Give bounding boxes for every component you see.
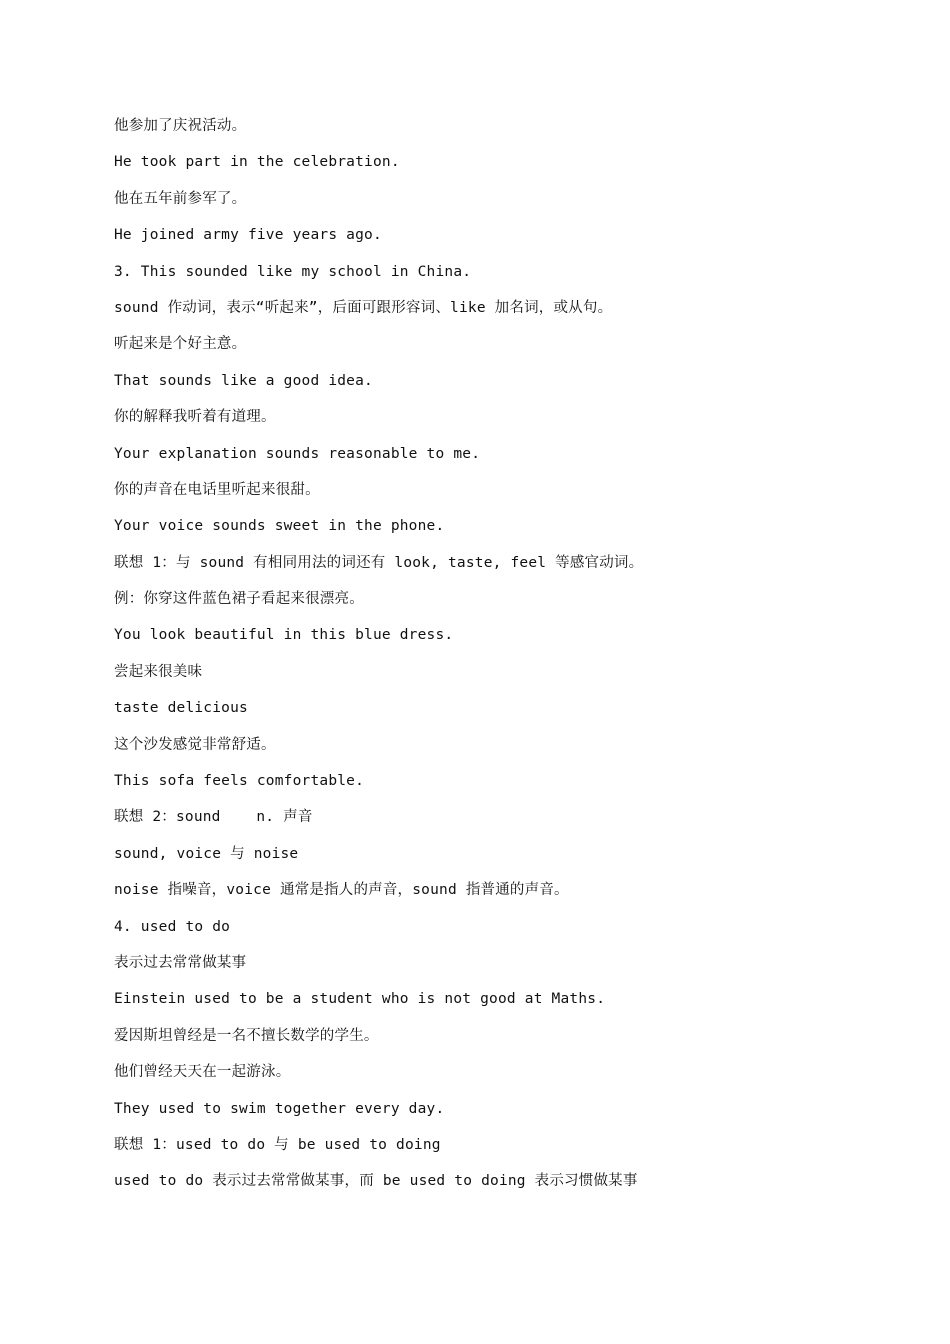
- text-line: 爱因斯坦曾经是一名不擅长数学的学生。: [114, 1027, 379, 1044]
- text-line: 表示过去常常做某事: [114, 954, 247, 971]
- document-body: [114, 114, 834, 1206]
- section-heading: 4. used to do: [114, 918, 231, 935]
- text-line: He took part in the celebration.: [114, 154, 400, 171]
- section-heading: 3. This sounded like my school in China.: [114, 263, 472, 280]
- text-line: 你的声音在电话里听起来很甜。: [114, 481, 320, 498]
- text-line: They used to swim together every day.: [114, 1100, 445, 1117]
- text-line: sound 作动词，表示“听起来”，后面可跟形容词、like 加名词，或从句。: [114, 299, 613, 316]
- text-line: 听起来是个好主意。: [114, 336, 247, 353]
- text-line: 这个沙发感觉非常舒适。: [114, 736, 276, 753]
- text-line: 他在五年前参军了。: [114, 190, 247, 207]
- text-line: taste delicious: [114, 700, 248, 717]
- text-line: used to do 表示过去常常做某事，而 be used to doing 表示习惯做某事: [114, 1173, 638, 1190]
- text-line: 联想 1：used to do 与 be used to doing: [114, 1136, 441, 1153]
- text-line: 联想 1：与 sound 有相同用法的词还有 look, taste, feel 等感官动词。: [114, 554, 644, 571]
- text-line: sound, voice 与 noise: [114, 845, 299, 862]
- text-line: 他们曾经天天在一起游泳。: [114, 1064, 291, 1081]
- text-line: Your explanation sounds reasonable to me.: [114, 445, 481, 462]
- text-line: That sounds like a good idea.: [114, 372, 373, 389]
- text-line: Your voice sounds sweet in the phone.: [114, 518, 445, 535]
- text-line: noise 指噪音，voice 通常是指人的声音，sound 指普通的声音。: [114, 882, 569, 899]
- text-line: He joined army five years ago.: [114, 227, 382, 244]
- text-line: 例：你穿这件蓝色裙子看起来很漂亮。: [114, 591, 364, 608]
- text-line: Einstein used to be a student who is not good at Maths.: [114, 991, 606, 1008]
- text-line: You look beautiful in this blue dress.: [114, 627, 454, 644]
- text-line: 他参加了庆祝活动。: [114, 118, 247, 134]
- text-line: 联想 2：sound n. 声音: [114, 809, 313, 826]
- text-line: 尝起来很美味: [114, 663, 203, 680]
- text-line: This sofa feels comfortable.: [114, 773, 365, 790]
- text-line: 你的解释我听着有道理。: [114, 409, 276, 426]
